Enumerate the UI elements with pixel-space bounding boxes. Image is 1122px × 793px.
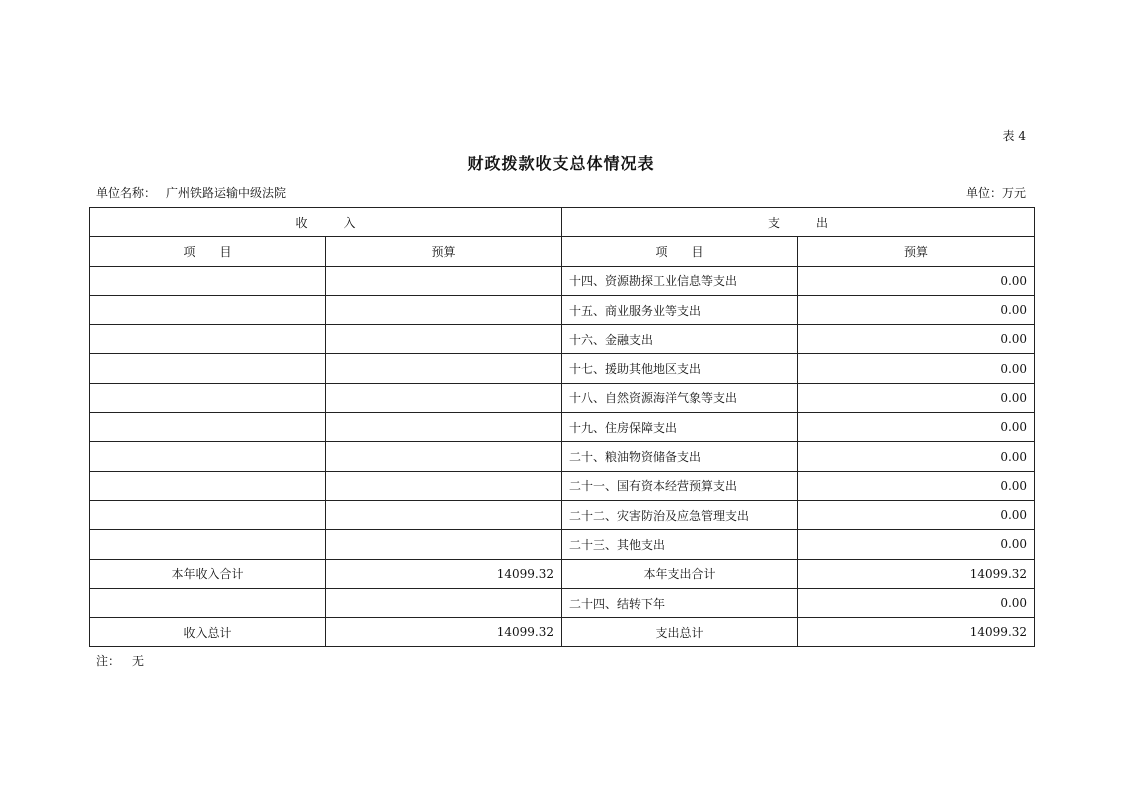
income-budget-cell — [326, 588, 562, 617]
expense-item-cell: 十六、金融支出 — [562, 325, 798, 354]
table-row — [90, 383, 1035, 412]
expense-item-cell: 二十二、灾害防治及应急管理支出 — [562, 500, 798, 529]
expense-item-cell: 十九、住房保障支出 — [562, 413, 798, 442]
unit-name-label: 单位名称： — [96, 186, 157, 200]
expense-item-cell: 十四、资源勘探工业信息等支出 — [562, 266, 798, 295]
header-expense-item: 项 目 — [562, 237, 798, 266]
income-budget-cell — [326, 383, 562, 412]
income-budget-cell — [326, 471, 562, 500]
expense-item-cell: 十八、自然资源海洋气象等支出 — [562, 383, 798, 412]
income-budget-cell — [326, 413, 562, 442]
header-row-1 — [90, 208, 1035, 237]
income-budget-cell — [326, 325, 562, 354]
footnote — [96, 652, 144, 669]
header-row-2 — [90, 237, 1035, 266]
table-row — [90, 354, 1035, 383]
note-label: 注： — [96, 654, 121, 668]
income-item-cell — [90, 442, 326, 471]
expense-budget-cell: 0.00 — [798, 325, 1035, 354]
expense-budget-cell: 0.00 — [798, 442, 1035, 471]
table-row — [90, 413, 1035, 442]
budget-table — [89, 207, 1035, 647]
expense-budget-cell: 0.00 — [798, 266, 1035, 295]
table-row — [90, 325, 1035, 354]
income-total-value: 14099.32 — [326, 618, 562, 647]
income-budget-cell — [326, 530, 562, 559]
unit-label: 单位：万元 — [965, 186, 1026, 200]
expense-item-cell: 十七、援助其他地区支出 — [562, 354, 798, 383]
total-row — [90, 618, 1035, 647]
income-item-cell — [90, 325, 326, 354]
income-item-cell — [90, 413, 326, 442]
table-row — [90, 266, 1035, 295]
expense-budget-cell: 0.00 — [798, 383, 1035, 412]
expense-total-label: 支出总计 — [562, 618, 798, 647]
expense-subtotal-label: 本年支出合计 — [562, 559, 798, 588]
income-total-label: 收入总计 — [90, 618, 326, 647]
unit-name-value: 广州铁路运输中级法院 — [166, 186, 287, 200]
expense-budget-cell: 0.00 — [798, 588, 1035, 617]
table-row — [90, 471, 1035, 500]
income-item-cell — [90, 354, 326, 383]
income-budget-cell — [326, 500, 562, 529]
income-item-cell — [90, 500, 326, 529]
expense-item-cell: 十五、商业服务业等支出 — [562, 295, 798, 324]
table-row — [90, 442, 1035, 471]
table-row — [90, 588, 1035, 617]
income-subtotal-value: 14099.32 — [326, 559, 562, 588]
note-text: 无 — [132, 654, 145, 668]
income-budget-cell — [326, 442, 562, 471]
subtotal-row — [90, 559, 1035, 588]
header-income: 收 入 — [90, 208, 562, 237]
table-row — [90, 500, 1035, 529]
page-title: 财政拨款收支总体情况表 — [467, 154, 655, 173]
expense-budget-cell: 0.00 — [798, 530, 1035, 559]
income-item-cell — [90, 471, 326, 500]
income-subtotal-label: 本年收入合计 — [90, 559, 326, 588]
income-budget-cell — [326, 266, 562, 295]
expense-budget-cell: 0.00 — [798, 295, 1035, 324]
table-row — [90, 530, 1035, 559]
expense-budget-cell: 0.00 — [798, 500, 1035, 529]
income-budget-cell — [326, 354, 562, 383]
income-item-cell — [90, 588, 326, 617]
income-item-cell — [90, 383, 326, 412]
expense-subtotal-value: 14099.32 — [798, 559, 1035, 588]
header-income-budget: 预算 — [326, 237, 562, 266]
expense-item-cell: 二十三、其他支出 — [562, 530, 798, 559]
income-budget-cell — [326, 295, 562, 324]
expense-budget-cell: 0.00 — [798, 354, 1035, 383]
header-income-item: 项 目 — [90, 237, 326, 266]
income-item-cell — [90, 530, 326, 559]
header-expense: 支 出 — [562, 208, 1035, 237]
unit-name-line — [96, 184, 286, 201]
expense-item-cell: 二十四、结转下年 — [562, 588, 798, 617]
expense-budget-cell: 0.00 — [798, 413, 1035, 442]
expense-total-value: 14099.32 — [798, 618, 1035, 647]
expense-item-cell: 二十、粮油物资储备支出 — [562, 442, 798, 471]
income-item-cell — [90, 266, 326, 295]
header-expense-budget: 预算 — [798, 237, 1035, 266]
income-item-cell — [90, 295, 326, 324]
table-number: 表 4 — [1002, 129, 1026, 143]
expense-item-cell: 二十一、国有资本经营预算支出 — [562, 471, 798, 500]
table-row — [90, 295, 1035, 324]
expense-budget-cell: 0.00 — [798, 471, 1035, 500]
